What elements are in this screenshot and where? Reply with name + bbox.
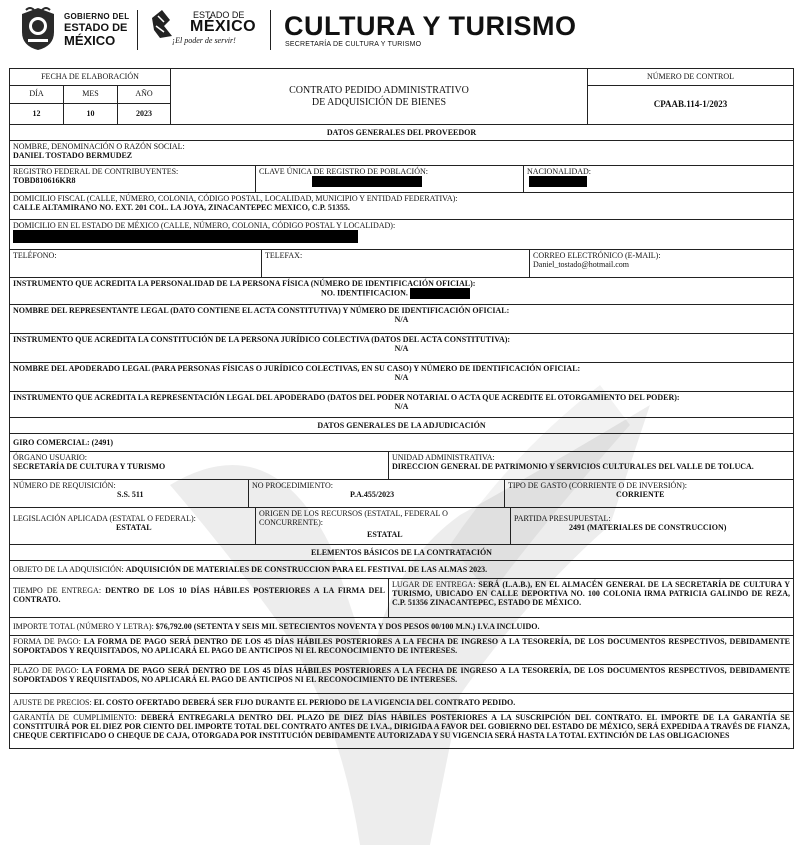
contratacion-section-title: ELEMENTOS BÁSICOS DE LA CONTRATACIÓN <box>311 548 492 557</box>
partida-label: PARTIDA PRESUPUESTAL: <box>514 514 611 523</box>
representante-row <box>10 305 793 334</box>
importe-label: IMPORTE TOTAL (NÚMERO Y LETRA): <box>13 622 154 631</box>
domicilio-fiscal-label: DOMICILIO FISCAL (CALLE, NÚMERO, COLONIA, CÓDIGO POSTAL, LOCALIDAD, MUNICIPIO Y ENTIDAD FEDERATIVA): <box>13 194 458 203</box>
partida-value: 2491 (MATERIALES DE CONSTRUCCION) <box>569 523 727 532</box>
anio-value: 2023 <box>136 109 152 118</box>
instrumento-pjc-row <box>10 334 793 363</box>
plazo-label: PLAZO DE PAGO: <box>13 666 79 675</box>
anio-label: AÑO <box>135 89 153 98</box>
ajuste-label: AJUSTE DE PRECIOS: <box>13 698 92 707</box>
nacionalidad-redaction <box>529 176 587 187</box>
domicilio-fiscal-row <box>10 193 793 220</box>
rfc-value: TOBD810616KR8 <box>13 176 76 185</box>
apoderado-value: N/A <box>394 373 409 382</box>
domicilio-edomex-row <box>10 220 793 250</box>
telefono-label: TELÉFONO: <box>10 250 262 277</box>
section-row <box>10 125 793 141</box>
fecha-block <box>10 69 171 124</box>
domicilio-fiscal-value: CALLE ALTAMIRANO NO. EXT. 201 COL. LA JOYA, ZINACANTEPEC MEXICO, C.P. 51355. <box>13 203 350 212</box>
organo-label: ÓRGANO USUARIO: <box>13 453 88 462</box>
procedimiento-value: P.A.455/2023 <box>350 490 395 499</box>
curp-label: CLAVE ÚNICA DE REGISTRO DE POBLACIÓN: <box>259 167 428 176</box>
objeto-row <box>10 561 793 579</box>
gasto-label: TIPO DE GASTO (CORRIENTE O DE INVERSIÓN): <box>508 481 687 490</box>
dia-label: DÍA <box>10 86 64 103</box>
correo-value: Daniel_tostado@hotmail.com <box>533 260 630 269</box>
instrumento-pjc-label: INSTRUMENTO QUE ACREDITA LA CONSTITUCIÓN DE LA PERSONA JURÍDICO COLECTIVA (DATOS DEL ACTA CONSTITUTIVA): <box>13 335 511 344</box>
nacionalidad-label: NACIONALIDAD: <box>527 167 591 176</box>
contract-head-row <box>10 69 793 125</box>
organo-value: SECRETARÍA DE CULTURA Y TURISMO <box>13 462 166 471</box>
mes-value: 10 <box>64 104 118 124</box>
header-divider <box>270 10 271 50</box>
objeto-value: ADQUISICIÓN DE MATERIALES DE CONSTRUCCION PARA EL FESTIVAL DE LAS ALMAS 2023. <box>125 565 488 574</box>
requisicion-row <box>10 480 793 508</box>
gob-line-2: ESTADO DE <box>64 22 128 34</box>
instrumento-pf-label: INSTRUMENTO QUE ACREDITA LA PERSONALIDAD DE LA PERSONA FÍSICA (NÚMERO DE IDENTIFICACIÓN OFICIAL): <box>13 279 476 288</box>
objeto-label: OBJETO DE LA ADQUISICIÓN: <box>13 565 124 574</box>
nombre-value: DANIEL TOSTADO BERMUDEZ <box>13 151 133 160</box>
secretaria-subtitle: SECRETARÍA DE CULTURA Y TURISMO <box>285 41 422 48</box>
forma-label: FORMA DE PAGO: <box>13 637 81 646</box>
tiempo-label: TIEMPO DE ENTREGA: <box>13 586 102 595</box>
control-value: CPAAB.114-1/2023 <box>653 99 728 109</box>
section-row <box>10 545 793 561</box>
mes-label: MES <box>64 86 118 103</box>
lugar-value: SERÁ (L.A.B.), EN EL ALMACÉN GENERAL DE LA SECRETARÍA DE CULTURA Y TURISMO, UBICADO EN CALLE DEPORTIVA NO. 100 COLONIA IRMA PATRICIA GALINDO DE REZA, C.P. 51356 ZINACANTEPEC, ESTADO DE MÉXICO. <box>392 580 790 607</box>
document-header <box>0 0 796 60</box>
edo-big-label: MÉXICO <box>190 18 257 35</box>
ajuste-row <box>10 694 793 712</box>
apoderado-row <box>10 363 793 392</box>
forma-pago-row <box>10 636 793 665</box>
header-divider <box>137 10 138 50</box>
importe-value: $76,792.00 (SETENTA Y SEIS MIL SETECIENTOS NOVENTA Y DOS PESOS 00/100 M.N.) I.V.A INCLUIDO. <box>155 622 540 631</box>
domicilio-edomex-redaction <box>13 230 358 243</box>
garantia-value: DEBERÁ ENTREGARLA DENTRO DEL PLAZO DE DIEZ DÍAS HÁBILES POSTERIORES A LA SUSCRIPCIÓN DEL CONTRATO. EL IMPORTE DE LA GARANTÍA SE CONSTITUIRÁ POR EL DIEZ POR CIENTO DEL IMPORTE TOTAL DEL CONTRATO ANTES DE I.V.A., DIRIGIDA A FAVOR DEL GOBIERNO DEL ESTADO DE MÉXICO, SERÁ EXPEDIDA A TRAVÉS DE FIANZA, CHEQUE CERTIFICADO O CHEQUE DE CAJA, OTORGADA POR INSTITUCIÓN DEBIDAMENTE AUTORIZADA Y SU VIGENCIA SERÁ HASTA LA TOTAL EXTINCIÓN DE LAS OBLIGACIONES <box>13 713 791 740</box>
legislacion-row <box>10 508 793 545</box>
lugar-label: LUGAR DE ENTREGA: <box>392 580 476 589</box>
nombre-row <box>10 141 793 166</box>
garantia-row <box>10 712 793 748</box>
domicilio-edomex-label: DOMICILIO EN EL ESTADO DE MÉXICO (CALLE, NÚMERO, COLONIA, CÓDIGO POSTAL Y LOCALIDAD): <box>13 221 396 230</box>
legislacion-label: LEGISLACIÓN APLICADA (ESTATAL O FEDERAL): <box>13 514 196 523</box>
giro-value: GIRO COMERCIAL: (2491) <box>13 438 113 447</box>
apoderado-label: NOMBRE DEL APODERADO LEGAL (PARA PERSONAS FÍSICAS O JURÍDICO COLECTIVAS, EN SU CASO) Y NÚMERO DE IDENTIFICACIÓN OFICIAL: <box>13 364 581 373</box>
correo-label: CORREO ELECTRÓNICO (E-MAIL): <box>533 251 661 260</box>
gob-line-1: GOBIERNO DEL <box>64 12 130 21</box>
unidad-label: UNIDAD ADMINISTRATIVA: <box>392 453 495 462</box>
edo-small-label: ESTADO DE <box>193 10 245 20</box>
fecha-label: FECHA DE ELABORACIÓN <box>10 69 170 86</box>
curp-redaction <box>312 176 422 187</box>
ajuste-value: EL COSTO OFERTADO DEBERÁ SER FIJO DURANTE EL PERIODO DE LA VIGENCIA DEL CONTRATO PEDIDO. <box>93 698 516 707</box>
instrumento-pf-value: NO. IDENTIFICACION. <box>321 288 408 298</box>
representante-label: NOMBRE DEL REPRESENTANTE LEGAL (DATO CONTIENE EL ACTA CONSTITUTIVA) Y NÚMERO DE IDENTIFICACIÓN OFICIAL: <box>13 306 510 315</box>
requisicion-value: S.S. 511 <box>117 490 144 499</box>
representante-value: N/A <box>394 315 409 324</box>
plazo-value: LA FORMA DE PAGO SERÁ DENTRO DE LOS 45 DÍAS HÁBILES POSTERIORES A LA FECHA DE INGRESO A LA TESORERÍA, DE LOS DOCUMENTOS RESPECTIVOS, DEBIDAMENTE SOPORTADOS Y REQUISITADOS, NO APLICARÁ EL PAGO DE ANTICIPOS NI EL RECONOCIMIENTO DE INTERESES. <box>13 666 790 684</box>
instrumento-rep-row <box>10 392 793 418</box>
giro-row <box>10 434 793 452</box>
procedimiento-label: NO PROCEDIMIENTO: <box>252 481 333 490</box>
instrumento-pjc-value: N/A <box>394 344 409 353</box>
nombre-label: NOMBRE, DENOMINACIÓN O RAZÓN SOCIAL: <box>13 142 185 151</box>
identificacion-redaction <box>410 288 470 299</box>
forma-value: LA FORMA DE PAGO SERÁ DENTRO DE LOS 45 DÍAS HÁBILES POSTERIORES A LA FECHA DE INGRESO A LA TESORERÍA, DE LOS DOCUMENTOS RESPECTIVOS, DEBIDAMENTE SOPORTADOS Y REQUISITADOS, NO APLICARÁ EL PAGO DE ANTICIPOS NI EL RECONOCIMIENTO DE INTERESES. <box>13 637 791 655</box>
tiempo-value: DENTRO DE LOS 10 DÍAS HÁBILES POSTERIORES A LA FIRMA DEL CONTRATO. <box>13 586 386 604</box>
adjudicacion-section-title: DATOS GENERALES DE LA ADJUDICACIÓN <box>317 421 486 430</box>
rfc-label: REGISTRO FEDERAL DE CONTRIBUYENTES: <box>13 167 179 176</box>
origen-value: ESTATAL <box>367 530 403 539</box>
dia-value: 12 <box>10 104 64 124</box>
contract-title <box>171 69 588 124</box>
instrumento-rep-value: N/A <box>394 402 409 411</box>
section-row <box>10 418 793 434</box>
gasto-value: CORRIENTE <box>616 490 665 499</box>
contract-title-line2: DE ADQUISICIÓN DE BIENES <box>311 96 447 108</box>
plazo-pago-row <box>10 665 793 694</box>
organo-row <box>10 452 793 480</box>
contacto-row <box>10 250 793 278</box>
unidad-value: DIRECCION GENERAL DE PATRIMONIO Y SERVICIOS CULTURALES DEL VALLE DE TOLUCA. <box>392 462 754 471</box>
proveedor-section-title: DATOS GENERALES DEL PROVEEDOR <box>326 128 477 137</box>
garantia-label: GARANTÍA DE CUMPLIMIENTO: <box>13 713 137 722</box>
rfc-row <box>10 166 793 193</box>
control-label: NÚMERO DE CONTROL <box>588 69 793 86</box>
secretaria-title: CULTURA Y TURISMO <box>284 11 577 41</box>
importe-row <box>10 618 793 636</box>
legislacion-value: ESTATAL <box>116 523 152 532</box>
instrumento-pf-row <box>10 278 793 305</box>
entrega-row <box>10 579 793 618</box>
contract-title-line1: CONTRATO PEDIDO ADMINISTRATIVO <box>289 84 469 96</box>
control-block <box>588 69 793 124</box>
instrumento-rep-label: INSTRUMENTO QUE ACREDITA LA REPRESENTACIÓN LEGAL DEL APODERADO (DATOS DEL PODER NOTARIAL O ACTA QUE ACREDITE EL OTORGAMIENTO DEL PODER): <box>13 393 680 402</box>
requisicion-label: NÚMERO DE REQUISICIÓN: <box>13 481 116 490</box>
edo-tagline: ¡El poder de servir! <box>172 36 236 45</box>
state-seal-icon <box>18 6 58 52</box>
origen-label: ORIGEN DE LOS RECURSOS (ESTATAL, FEDERAL O CONCURRENTE): <box>259 509 448 527</box>
gob-line-3: MÉXICO <box>64 33 116 48</box>
contract-form <box>9 68 794 749</box>
gob-edomex-text <box>64 12 129 48</box>
telefax-label: TELEFAX: <box>262 250 530 277</box>
